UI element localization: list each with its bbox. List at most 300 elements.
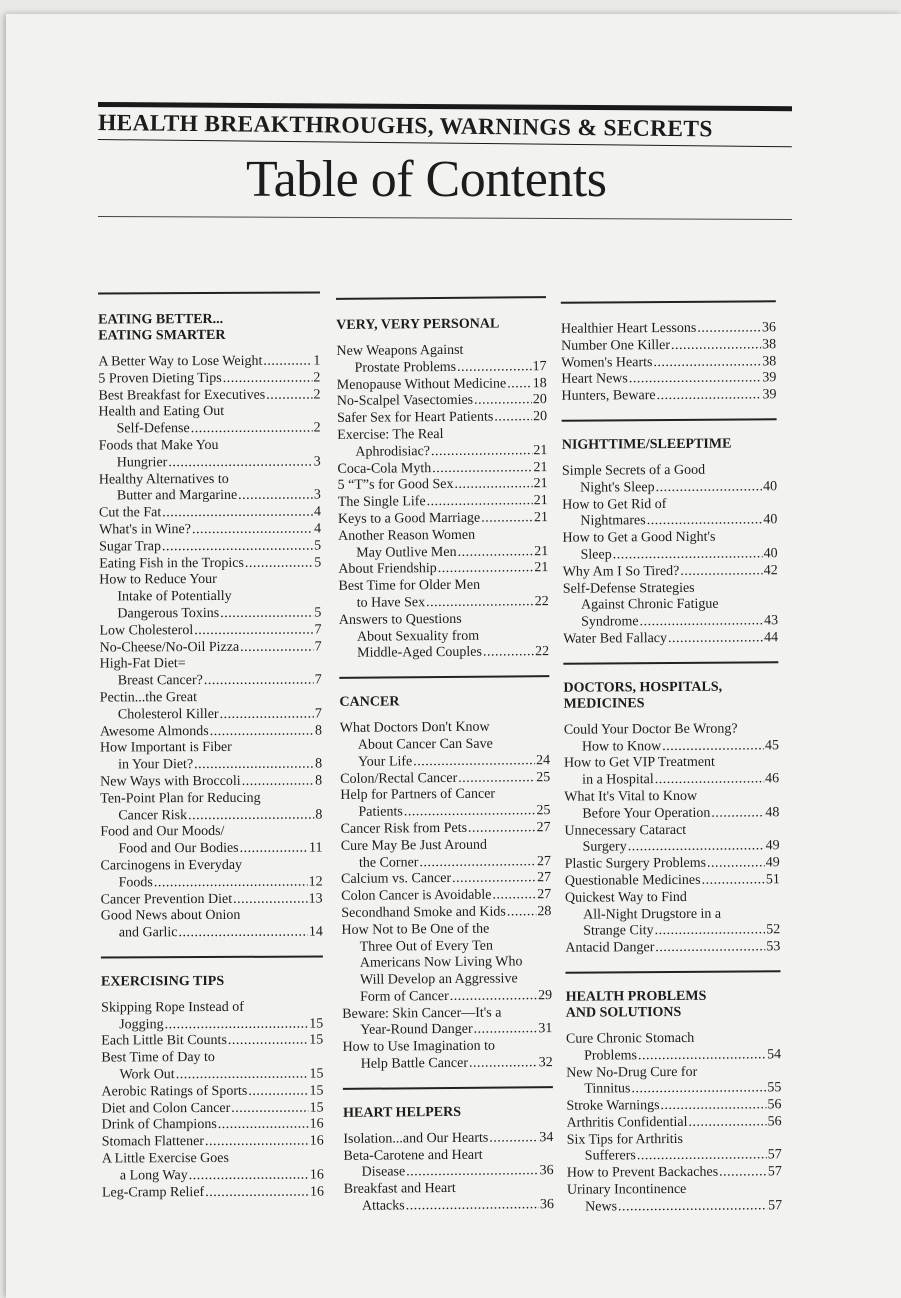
page-number: 56	[767, 1114, 782, 1130]
toc-entry[interactable]	[99, 521, 321, 539]
toc-entry[interactable]	[101, 908, 323, 943]
entry-row	[340, 770, 550, 789]
page-number: 8	[314, 723, 322, 739]
section-heading	[339, 693, 549, 711]
page-number: 42	[763, 563, 778, 579]
entry-title-line: Breast Cancer?	[117, 673, 203, 689]
entry-title-line: Three Out of Every Ten	[359, 938, 494, 955]
entry-row	[565, 939, 780, 957]
entry-title-line: Awesome Almonds	[99, 723, 209, 740]
dot-leader	[631, 1081, 766, 1099]
dot-leader	[457, 359, 532, 376]
entry-title-line: Self-Defense	[116, 421, 190, 437]
toc-entry[interactable]	[564, 822, 779, 857]
section-heading-line: EXERCISING TIPS	[100, 973, 225, 990]
dot-leader	[233, 891, 308, 908]
toc-entry[interactable]	[563, 630, 778, 648]
toc-entry[interactable]	[100, 639, 322, 657]
toc-entry[interactable]	[102, 1134, 324, 1152]
dot-leader	[188, 807, 314, 824]
section-heading-line: MEDICINES	[563, 695, 645, 712]
section-divider	[565, 970, 780, 974]
toc-entry[interactable]	[102, 1151, 324, 1186]
entry-title-line: About Sexuality from	[356, 628, 480, 645]
dot-leader	[662, 738, 764, 756]
entry-row	[337, 409, 547, 428]
toc-entry[interactable]	[337, 409, 547, 428]
entry-title-line: Stomach Flattener	[101, 1134, 205, 1150]
section-heading-line: HEART HELPERS	[343, 1104, 462, 1121]
toc-entry[interactable]	[338, 527, 548, 562]
page-number: 46	[765, 771, 780, 787]
dot-leader	[494, 409, 532, 426]
page-number: 20	[532, 392, 547, 408]
dot-leader	[450, 988, 537, 1006]
entry-row	[341, 887, 551, 906]
page-number: 15	[309, 1032, 324, 1049]
toc-entry[interactable]	[99, 572, 321, 623]
entry-row	[565, 872, 780, 890]
entry-row	[562, 479, 777, 497]
toc-entry[interactable]	[337, 392, 547, 411]
page-number: 57	[768, 1198, 783, 1214]
page-number: 27	[536, 820, 551, 836]
entry-title-line: How to Use Imagination to	[342, 1038, 496, 1056]
dot-leader	[419, 854, 536, 872]
entry-row	[101, 1033, 323, 1051]
page-number: 8	[315, 773, 323, 789]
entry-title-line: the Corner	[358, 854, 419, 871]
entry-title-line: Six Tips for Arthritis	[566, 1131, 684, 1148]
entry-title-line: What It's Vital to Know	[564, 788, 698, 805]
toc-entry[interactable]	[341, 820, 551, 839]
toc-entry[interactable]	[565, 939, 780, 957]
toc-entry[interactable]	[561, 337, 776, 355]
section-heading-line: HEALTH PROBLEMS	[565, 988, 707, 1005]
entry-row	[99, 505, 321, 523]
entry-title-line: A Little Exercise Goes	[101, 1150, 229, 1167]
entry-title-line: News	[585, 1199, 618, 1215]
page-number: 18	[532, 375, 547, 391]
entry-title-line: Food and Our Bodies	[118, 840, 239, 857]
entry-title-line: Cancer Prevention Diet	[100, 891, 233, 907]
toc-entry[interactable]	[341, 870, 551, 889]
section-heading-line: NIGHTTIME/SLEEPTIME	[561, 436, 732, 453]
page-number: 28	[537, 903, 552, 920]
page-number: 40	[763, 512, 778, 528]
dot-leader	[426, 594, 534, 612]
toc-entry[interactable]	[337, 426, 547, 461]
page-number: 51	[765, 872, 780, 888]
dot-leader	[242, 773, 315, 790]
entry-row	[99, 622, 321, 640]
entry-row	[565, 839, 780, 857]
entry-row	[99, 555, 321, 573]
title-rule	[98, 216, 792, 220]
toc-entry[interactable]	[100, 824, 322, 859]
entry-row	[100, 706, 322, 724]
toc-entry[interactable]	[102, 1184, 324, 1202]
toc-entry[interactable]	[566, 1030, 781, 1065]
toc-entry[interactable]	[562, 496, 777, 531]
entry-row	[101, 891, 323, 909]
dot-leader	[240, 639, 313, 656]
toc-entry[interactable]	[100, 790, 322, 825]
entry-title-line: 5 Proven Dieting Tips	[98, 370, 222, 387]
toc-entry[interactable]	[565, 889, 780, 941]
entry-title-line: to Have Sex	[356, 595, 426, 611]
entry-title-line: About Friendship	[338, 561, 437, 578]
entry-title-line: Questionable Medicines	[564, 872, 701, 889]
dot-leader	[668, 630, 763, 647]
toc-entry[interactable]	[99, 622, 321, 640]
toc-entry[interactable]	[567, 1131, 782, 1166]
toc-entry[interactable]	[340, 719, 550, 771]
entry-title-line: No-Cheese/No-Oil Pizza	[99, 639, 240, 656]
page-number: 4	[313, 504, 322, 520]
toc-entry[interactable]	[338, 493, 548, 512]
page-title: Table of Contents	[246, 151, 607, 208]
entry-title-line: Hunters, Beware	[561, 388, 656, 404]
page-number: 13	[308, 891, 323, 907]
toc-entry[interactable]	[561, 354, 776, 372]
dot-leader	[492, 887, 536, 904]
entry-row	[337, 443, 547, 462]
entry-title-line: Urinary Incontinence	[566, 1181, 687, 1198]
entry-title-line: Night's Sleep	[580, 479, 655, 496]
entry-title-line: Americans Now Living Who	[359, 954, 523, 972]
toc-entry[interactable]	[336, 342, 546, 377]
entry-title-line: How Not to Be One of the	[341, 921, 490, 938]
page-number: 21	[533, 442, 548, 458]
entry-title-line: Surgery	[582, 839, 627, 855]
toc-entry[interactable]	[566, 1064, 781, 1099]
toc-entry[interactable]	[561, 387, 776, 405]
dot-leader	[638, 1047, 766, 1065]
dot-leader	[474, 1022, 538, 1039]
page-number: 22	[535, 644, 550, 660]
entry-title-line: Problems	[584, 1047, 638, 1064]
entry-row	[341, 904, 551, 923]
dot-leader	[220, 606, 313, 623]
dot-leader	[228, 1033, 308, 1050]
toc-entry[interactable]	[342, 1038, 552, 1073]
dot-leader	[655, 923, 766, 941]
page-number: 31	[538, 1021, 553, 1037]
entry-title-line: Keys to a Good Marriage	[337, 510, 481, 527]
entry-title-line: Strange City	[583, 923, 654, 939]
entry-row	[101, 1067, 323, 1085]
page-number: 32	[538, 1055, 553, 1071]
entry-row	[563, 546, 778, 564]
dot-leader	[245, 555, 313, 572]
entry-title-line: Each Little Bit Counts	[101, 1033, 227, 1049]
entry-title-line: Water Bed Fallacy	[563, 630, 668, 647]
toc-entry[interactable]	[567, 1181, 782, 1216]
page-number: 11	[308, 840, 323, 856]
entry-row	[341, 820, 551, 839]
page-number: 20	[532, 409, 548, 425]
dot-leader	[406, 1197, 539, 1215]
entry-row	[339, 594, 549, 613]
toc-entry[interactable]	[565, 855, 780, 873]
entry-row	[102, 1184, 324, 1202]
page-number: 21	[533, 459, 548, 475]
toc-entry[interactable]	[338, 560, 548, 579]
toc-entry[interactable]	[341, 904, 551, 923]
toc-entry[interactable]	[101, 891, 323, 909]
entry-row	[101, 1016, 323, 1034]
column-top-rule	[561, 300, 776, 304]
entry-title-line: No-Scalpel Vasectomies	[336, 393, 474, 410]
toc-entry[interactable]	[563, 563, 778, 581]
page-number: 38	[762, 353, 777, 369]
masthead	[97, 102, 792, 143]
toc-entry[interactable]	[563, 580, 778, 632]
entry-row	[102, 1117, 324, 1135]
entry-title-line: Sugar Trap	[99, 538, 162, 555]
toc-entry[interactable]	[99, 555, 321, 573]
toc-entry[interactable]	[565, 872, 780, 890]
dot-leader	[165, 1016, 309, 1033]
dot-leader	[680, 563, 762, 580]
toc-entry[interactable]	[337, 376, 547, 395]
toc-entry[interactable]	[339, 611, 549, 663]
page-number: 36	[539, 1197, 554, 1213]
page-number: 2	[313, 420, 321, 436]
entry-title-line: Carcinogens in Everyday	[100, 857, 243, 874]
entry-row	[99, 538, 321, 556]
toc-entry[interactable]	[566, 1114, 781, 1132]
page-number: 29	[538, 987, 553, 1004]
dot-leader	[656, 479, 763, 497]
dot-leader	[454, 477, 532, 494]
page-number: 8	[315, 807, 323, 823]
entry-row	[100, 673, 322, 691]
page-number: 49	[765, 838, 780, 854]
toc-entry[interactable]	[561, 371, 776, 389]
entry-title-line: What Doctors Don't Know	[339, 719, 490, 737]
entry-row	[561, 387, 776, 405]
entry-row	[566, 1081, 781, 1099]
entry-title-line: in a Hospital	[582, 772, 654, 788]
entry-row	[340, 803, 550, 822]
toc-entry[interactable]	[564, 721, 779, 756]
toc-entry[interactable]	[567, 1165, 782, 1183]
entry-title-line: Pectin...the Great	[99, 689, 198, 706]
section-heading-line: AND SOLUTIONS	[565, 1004, 682, 1021]
entry-title-line: Help Battle Cancer	[360, 1055, 469, 1072]
entry-row	[98, 387, 320, 405]
toc-entry[interactable]	[341, 837, 551, 872]
entry-row	[341, 854, 551, 873]
dot-leader	[404, 803, 536, 821]
toc-entry[interactable]	[338, 577, 548, 612]
entry-title-line: How to Reduce Your	[99, 572, 217, 588]
dot-leader	[655, 939, 765, 957]
toc-entry[interactable]	[99, 538, 321, 556]
page-number: 39	[762, 387, 777, 403]
entry-title-line: Attacks	[361, 1198, 405, 1214]
entry-title-line: Year-Round Danger	[360, 1022, 473, 1039]
toc-entry[interactable]	[341, 887, 551, 906]
entry-title-line: Could Your Doctor Be Wrong?	[563, 721, 738, 738]
toc-entry[interactable]	[337, 460, 547, 479]
toc-entry[interactable]	[564, 788, 779, 823]
toc-entry[interactable]	[100, 723, 322, 741]
entry-title-line: Work Out	[119, 1067, 175, 1083]
entry-row	[102, 1134, 324, 1152]
toc-entry[interactable]	[342, 1005, 552, 1040]
section-divider	[563, 661, 778, 665]
dot-leader	[238, 488, 313, 505]
toc-entry[interactable]	[340, 770, 550, 789]
page-number: 17	[532, 358, 547, 375]
entry-row	[100, 807, 322, 825]
entry-title-line: New No-Drug Cure for	[566, 1064, 698, 1081]
dot-leader	[263, 354, 312, 371]
dot-leader	[191, 421, 313, 438]
entry-title-line: Your Life	[357, 754, 413, 770]
entry-title-line: Eating Fish in the Tropics	[99, 555, 244, 572]
toc-entry[interactable]	[338, 510, 548, 529]
dot-leader	[248, 1083, 308, 1100]
toc-entry[interactable]	[99, 404, 321, 439]
page-number: 53	[766, 939, 781, 955]
entry-row	[561, 354, 776, 372]
entry-title-line: Coca-Cola Myth	[337, 460, 432, 477]
toc-entry[interactable]	[566, 1097, 781, 1115]
page-number: 7	[314, 706, 322, 722]
entry-title-line: The Single Life	[337, 494, 426, 511]
toc-entry[interactable]	[343, 1147, 553, 1182]
page-number: 21	[534, 543, 549, 559]
entry-title-line: Skipping Rope Instead of	[101, 999, 244, 1016]
dot-leader	[162, 538, 313, 555]
toc-entry[interactable]	[99, 505, 321, 523]
entry-title-line: 5 “T”s for Good Sex	[337, 477, 454, 494]
entry-title-line: Calcium vs. Cancer	[341, 871, 452, 888]
page-number: 57	[767, 1147, 782, 1163]
page-number: 12	[308, 874, 323, 890]
toc-entry[interactable]	[99, 471, 321, 506]
dot-leader	[647, 513, 763, 531]
toc-entry[interactable]	[562, 462, 777, 497]
entry-row	[567, 1148, 782, 1166]
toc-entry[interactable]	[344, 1180, 554, 1215]
dot-leader	[640, 614, 764, 632]
toc-entry[interactable]	[101, 1050, 323, 1085]
entry-row	[337, 392, 547, 411]
page-number: 16	[309, 1184, 324, 1200]
column-top-rule	[336, 296, 546, 300]
section-heading	[563, 679, 778, 713]
dot-leader	[432, 460, 532, 478]
toc-entry[interactable]	[100, 656, 322, 691]
entry-title-line: a Long Way	[119, 1167, 188, 1184]
entry-title-line: Cut the Fat	[98, 505, 162, 521]
toc-entry[interactable]	[101, 999, 323, 1034]
entry-row	[99, 454, 321, 472]
entry-row	[564, 805, 779, 823]
entry-row	[338, 476, 548, 495]
page-number: 40	[763, 479, 778, 495]
dot-leader	[431, 443, 532, 461]
entry-title-line: Intake of Potentially	[117, 589, 232, 605]
toc-column-2	[336, 296, 554, 1216]
page-number: 55	[767, 1080, 782, 1096]
page-number: 14	[308, 924, 323, 940]
page-number: 16	[309, 1133, 324, 1149]
dot-leader	[178, 925, 307, 942]
page-number: 5	[314, 555, 322, 571]
toc-entry[interactable]	[100, 857, 322, 892]
entry-row	[338, 544, 548, 563]
toc-column-3	[561, 300, 782, 1216]
toc-entry[interactable]	[340, 786, 550, 821]
page-number: 15	[309, 1066, 324, 1082]
toc-entry[interactable]	[338, 476, 548, 495]
entry-row	[564, 738, 779, 756]
entry-title-line: Sufferers	[584, 1148, 636, 1165]
toc-entry[interactable]	[102, 1100, 324, 1118]
entry-title-line: Exercise: The Real	[337, 426, 444, 443]
toc-entry[interactable]	[99, 438, 321, 473]
toc-entry[interactable]	[562, 529, 777, 564]
entry-title-line: Health and Eating Out	[98, 404, 225, 420]
toc-entry[interactable]	[100, 773, 322, 791]
toc-entry[interactable]	[561, 320, 776, 338]
dot-leader	[489, 1130, 538, 1147]
toc-entry[interactable]	[98, 370, 320, 388]
entry-title-line: Women's Hearts	[561, 354, 653, 371]
entry-row	[99, 421, 321, 439]
entry-title-line: Self-Defense Strategies	[562, 580, 695, 597]
section-heading-line: CANCER	[339, 694, 400, 711]
toc-entry[interactable]	[341, 921, 552, 1007]
dot-leader	[162, 505, 313, 522]
entry-title-line: Simple Secrets of a Good	[561, 462, 706, 479]
toc-entry[interactable]	[101, 1083, 323, 1101]
toc-entry[interactable]	[343, 1130, 553, 1149]
entry-title-line: Tinnitus	[584, 1081, 631, 1097]
entry-title-line: Middle-Aged Couples	[357, 645, 482, 662]
toc-entry[interactable]	[100, 689, 322, 724]
entry-title-line: Sleep	[580, 547, 612, 563]
toc-entry[interactable]	[102, 1117, 324, 1135]
entry-title-line: Nightmares	[580, 513, 646, 530]
entry-row	[342, 1022, 552, 1041]
toc-entry[interactable]	[564, 755, 779, 790]
dot-leader	[452, 871, 536, 889]
entry-title-line: Will Develop an Aggressive	[359, 971, 518, 988]
dot-leader	[266, 387, 312, 404]
entry-title-line: Stroke Warnings	[566, 1098, 660, 1114]
entry-title-line: Against Chronic Fatigue	[580, 597, 719, 613]
dot-leader	[481, 510, 533, 527]
entry-title-line: About Cancer Can Save	[357, 736, 493, 753]
entry-row	[338, 560, 548, 579]
toc-entry[interactable]	[98, 354, 320, 372]
page-number: 1	[313, 353, 321, 369]
entry-title-line: Leg-Cramp Relief	[101, 1184, 205, 1201]
page-number: 15	[309, 1016, 324, 1032]
dot-leader	[628, 839, 765, 857]
toc-entry[interactable]	[98, 387, 320, 405]
toc-entry[interactable]	[100, 740, 322, 775]
entry-row	[100, 773, 322, 791]
toc-entry[interactable]	[101, 1033, 323, 1051]
